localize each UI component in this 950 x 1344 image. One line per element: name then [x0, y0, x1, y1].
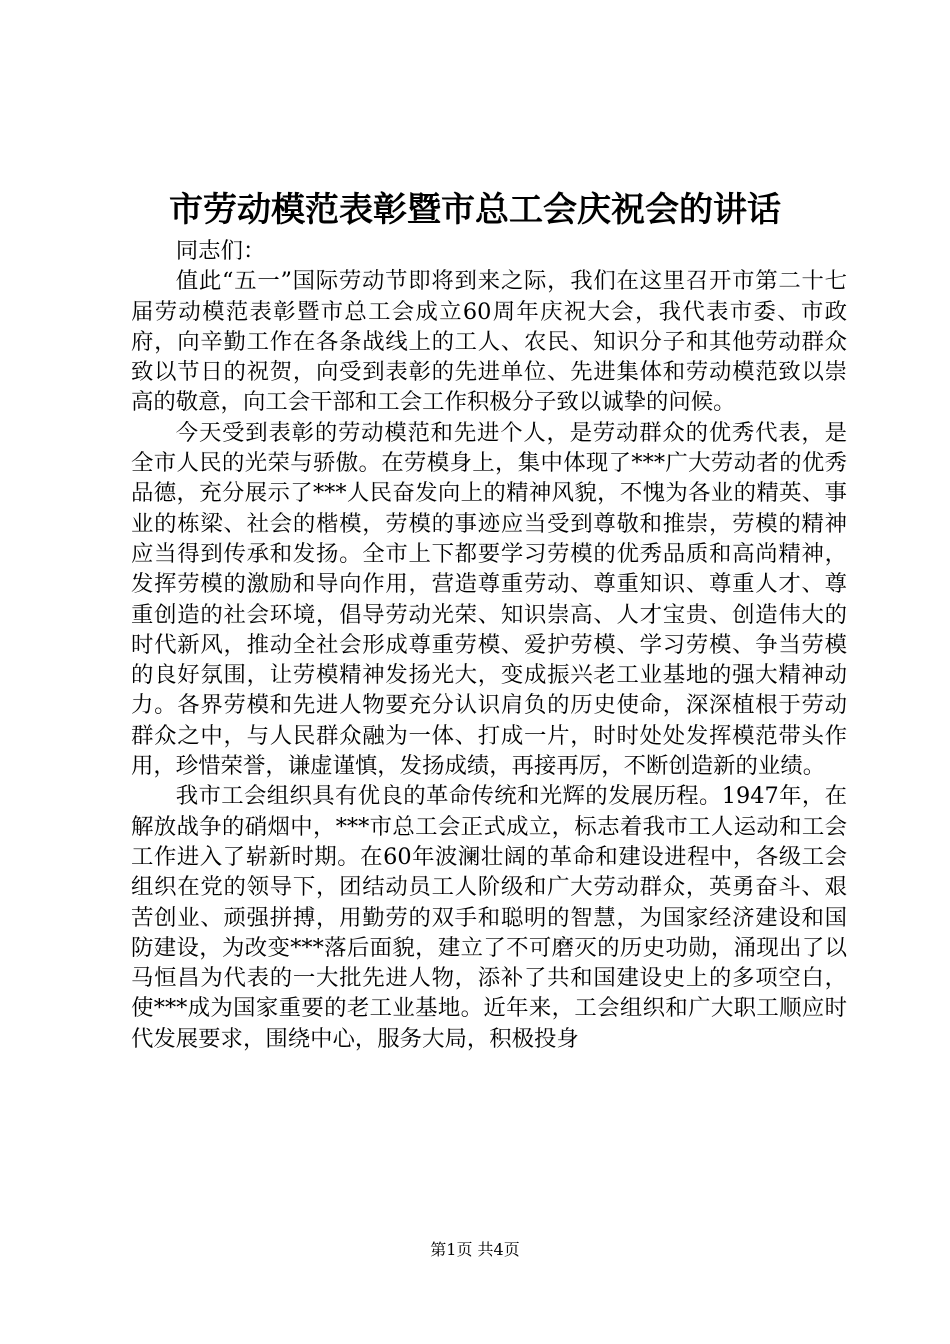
page-title: 市劳动模范表彰暨市总工会庆祝会的讲话: [169, 190, 781, 230]
page-footer: 第1页 共4页: [430, 1240, 520, 1259]
salutation: 同志们：: [175, 238, 266, 264]
paragraph-1: 值此“五一”国际劳动节即将到来之际，我们在这里召开市第二十七届劳动模范表彰暨市总工会成立60周年庆祝大会，我代表市委、市政府，向辛勤工作在各条战线上的工人、农民、知识分子和其他劳动群众致以节日的祝贺，向受到表彰的先进单位、先进集体和劳动模范致以崇高的敬意，向工会干部和工会工作积极分子致以诚挚的问候。: [131, 268, 847, 416]
document-body: [131, 236, 847, 1054]
paragraph-2: 今天受到表彰的劳动模范和先进个人，是劳动群众的优秀代表，是全市人民的光荣与骄傲。在劳模身上，集中体现了***广大劳动者的优秀品德，充分展示了***人民奋发向上的精神风貌，不愧为各业的精英、事业的栋梁、社会的楷模，劳模的事迹应当受到尊敬和推崇，劳模的精神应当得到传承和发扬。全市上下都要学习劳模的优秀品质和高尚精神，发挥劳模的激励和导向作用，营造尊重劳动、尊重知识、尊重人才、尊重创造的社会环境，倡导劳动光荣、知识崇高、人才宝贵、创造伟大的时代新风，推动全社会形成尊重劳模、爱护劳模、学习劳模、争当劳模的良好氛围，让劳模精神发扬光大，变成振兴老工业基地的强大精神动力。各界劳模和先进人物要充分认识肩负的历史使命，深深植根于劳动群众之中，与人民群众融为一体、打成一片，时时处处发挥模范带头作用，珍惜荣誉，谦虚谨慎，发扬成绩，再接再厉，不断创造新的业绩。: [131, 419, 847, 780]
paragraph-3: 我市工会组织具有优良的革命传统和光辉的发展历程。1947年，在解放战争的硝烟中，***市总工会正式成立，标志着我市工人运动和工会工作进入了崭新时期。在60年波澜壮阔的革命和建设进程中，各级工会组织在党的领导下，团结动员工人阶级和广大劳动群众，英勇奋斗、艰苦创业、顽强拼搏，用勤劳的双手和聪明的智慧，为国家经济建设和国防建设，为改变***落后面貌，建立了不可磨灭的历史功勋，涌现出了以马恒昌为代表的一大批先进人物，添补了共和国建设史上的多项空白，使***成为国家重要的老工业基地。近年来，工会组织和广大职工顺应时代发展要求，围绕中心，服务大局，积极投身: [131, 783, 847, 1052]
